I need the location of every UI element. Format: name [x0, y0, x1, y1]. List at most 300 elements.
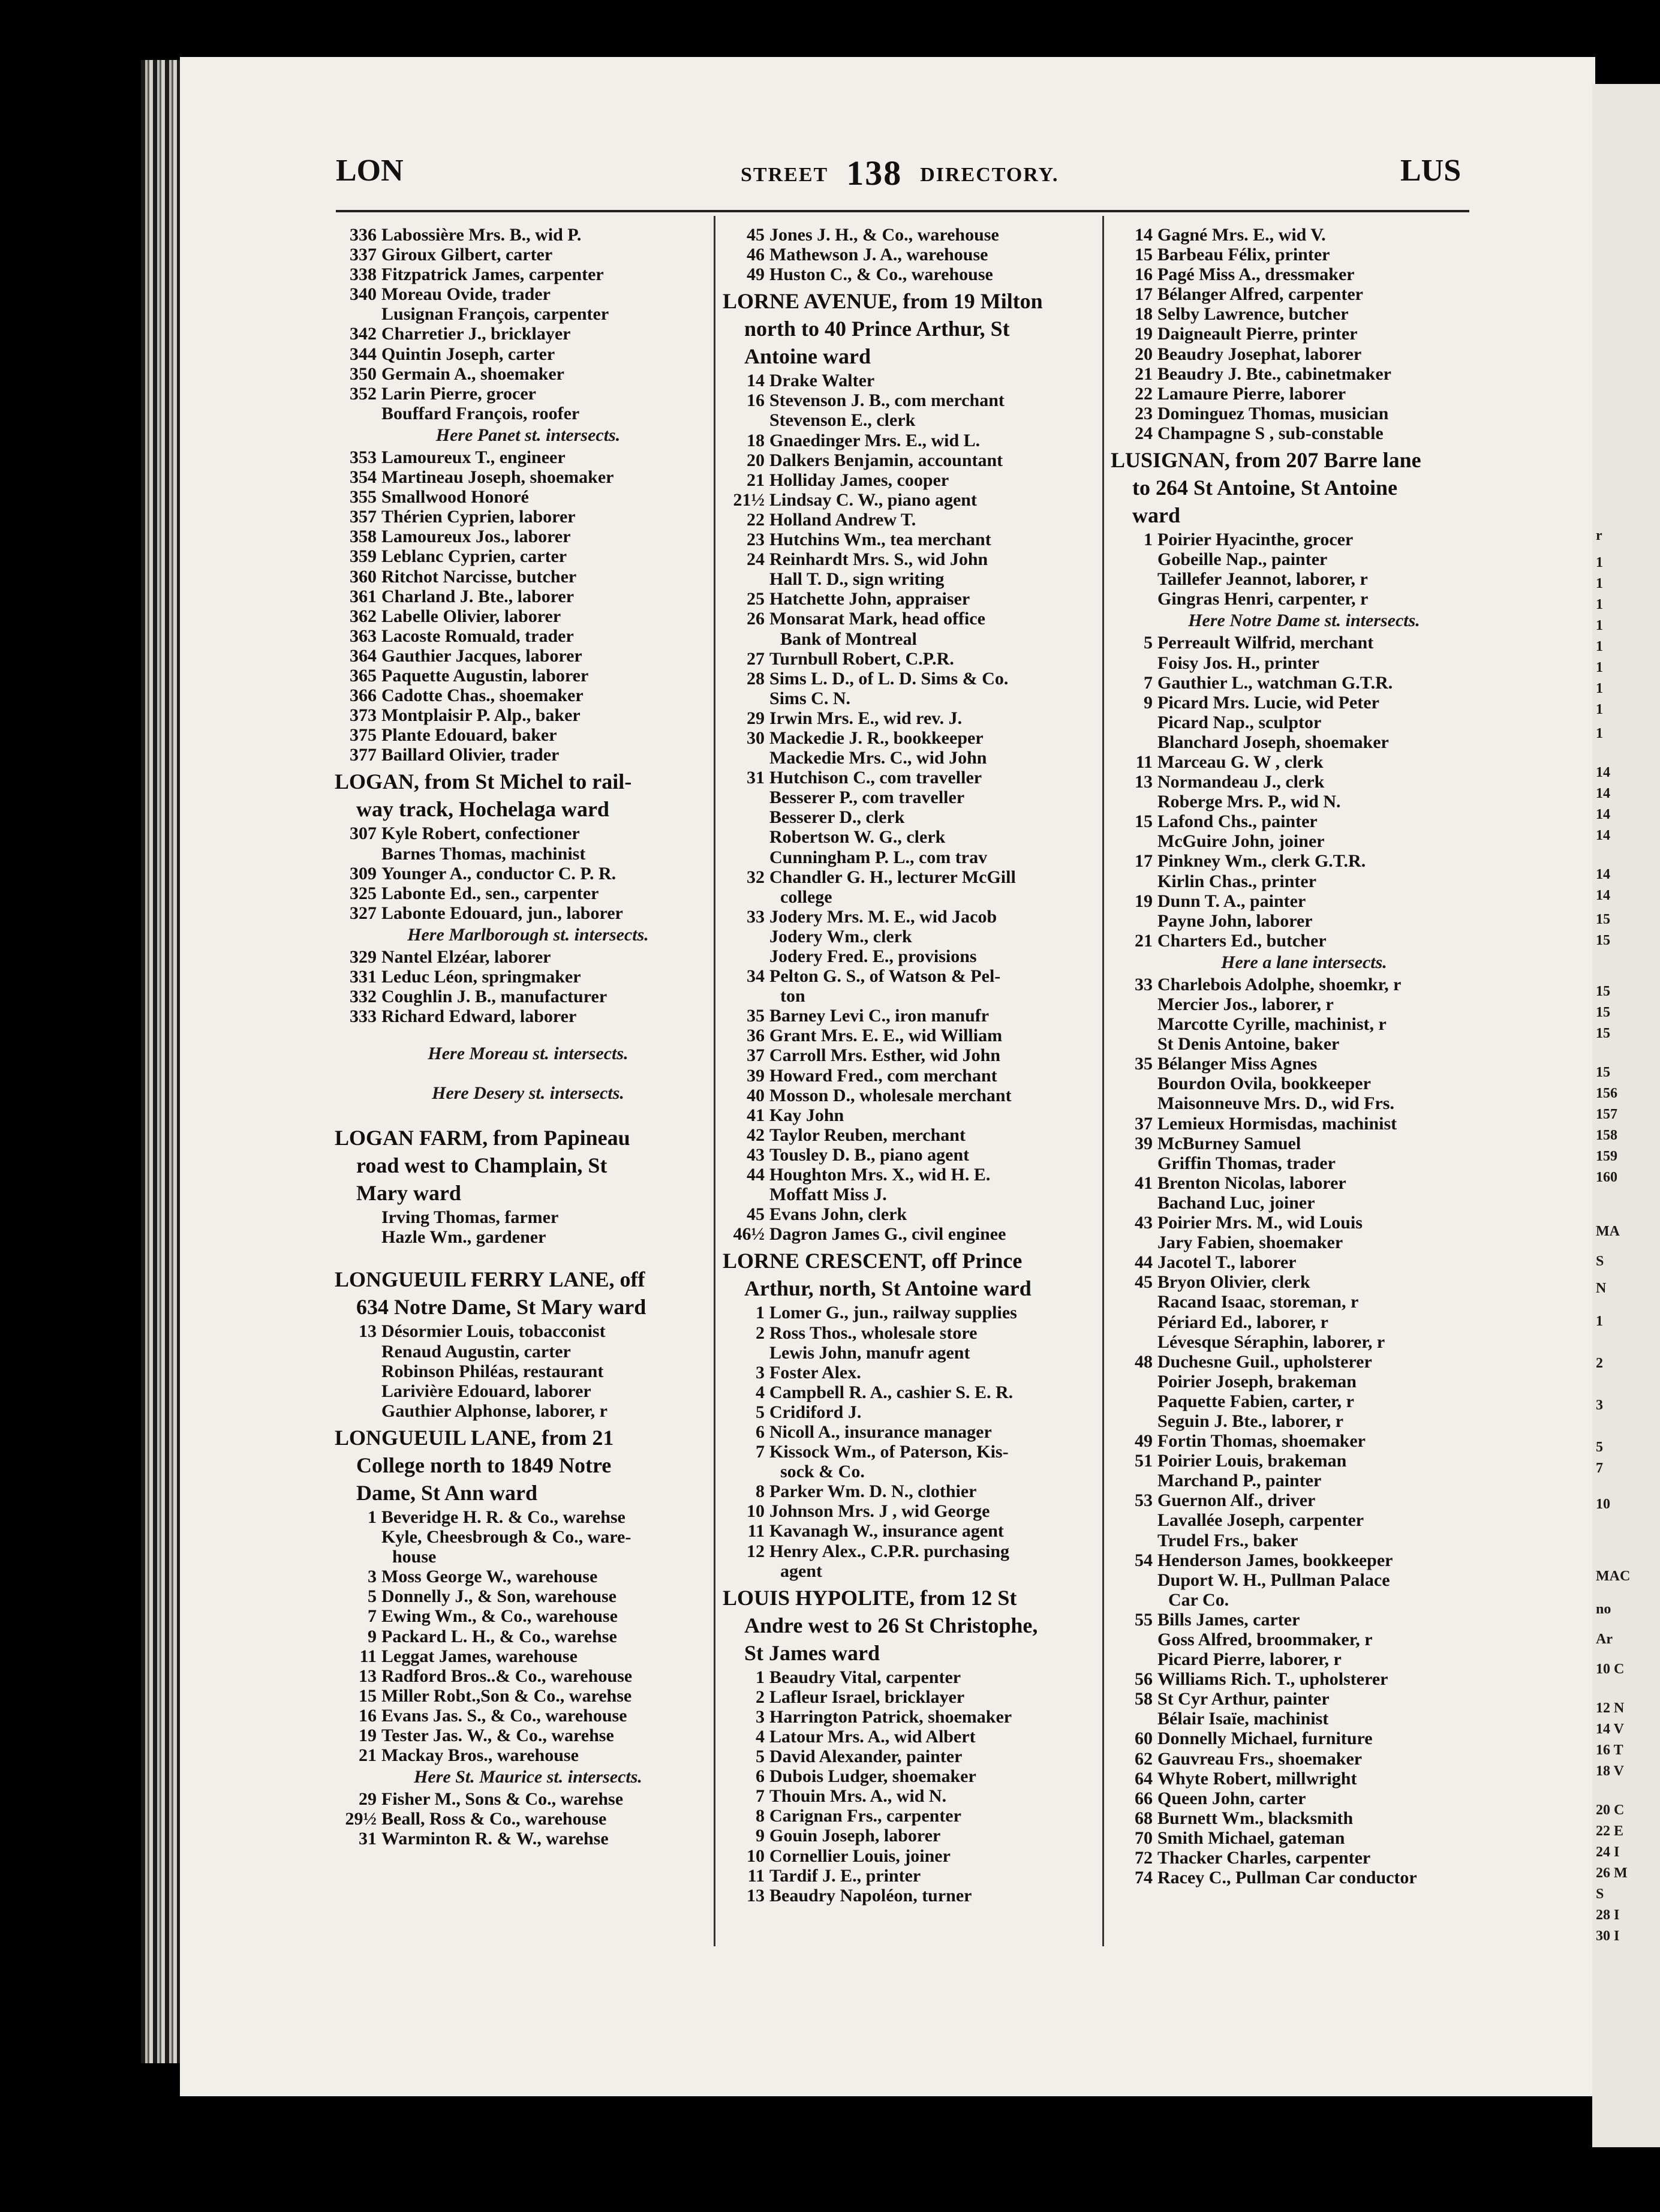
resident-text: Périard Ed., laborer, r [1157, 1312, 1328, 1332]
resident-text: Nantel Elzéar, laborer [381, 946, 551, 967]
resident-text: Barney Levi C., iron manufr [769, 1006, 990, 1026]
directory-entry [335, 265, 721, 284]
house-number: 13 [747, 1885, 765, 1906]
directory-entry [335, 844, 721, 864]
resident-text: Hall T. D., sign writing [769, 569, 945, 590]
house-number: 12 [747, 1541, 765, 1561]
directory-entry [335, 304, 721, 324]
house-number: 342 [350, 324, 377, 344]
directory-entry [1111, 1510, 1497, 1530]
directory-entry [723, 1747, 1109, 1766]
resident-text: Mercier Jos., laborer, r [1157, 994, 1334, 1014]
directory-entry [1111, 404, 1497, 423]
house-number: 11 [359, 1646, 377, 1666]
directory-entry [1111, 931, 1497, 951]
street-heading: College north to 1849 Notre [356, 1453, 612, 1477]
resident-text: Gauthier L., watchman G.T.R. [1157, 672, 1393, 693]
directory-entry [723, 450, 1109, 470]
directory-entry [335, 1527, 721, 1547]
street-heading: ward [1132, 503, 1180, 528]
directory-entry [1111, 1114, 1497, 1134]
house-number: 15 [1135, 812, 1153, 832]
resident-text: Lomer G., jun., railway supplies [769, 1303, 1017, 1323]
facing-page-text: 28 I [1596, 1907, 1620, 1919]
house-number: 37 [747, 1045, 765, 1066]
resident-text: Picard Pierre, laborer, r [1157, 1649, 1342, 1670]
resident-text: David Alexander, painter [769, 1747, 963, 1767]
street-heading: road west to Champlain, St [356, 1153, 608, 1178]
resident-text: Marchand P., painter [1157, 1471, 1322, 1491]
directory-entry [723, 788, 1109, 807]
resident-text: Warminton R. & W., warehse [381, 1829, 609, 1849]
directory-entry [335, 487, 721, 507]
house-number: 23 [747, 530, 765, 550]
facing-page-text: S [1596, 1886, 1604, 1898]
house-number: 23 [1135, 403, 1153, 423]
directory-entry [1111, 1074, 1497, 1093]
directory-entry [1111, 1411, 1497, 1431]
directory-entry [723, 847, 1109, 867]
directory-entry [335, 1362, 721, 1381]
resident-text: Beaudry Josephat, laborer [1157, 344, 1362, 364]
directory-entry [1111, 994, 1497, 1014]
house-number: 66 [1135, 1788, 1153, 1808]
resident-text: Poirier Mrs. M., wid Louis [1157, 1213, 1363, 1233]
resident-text: Plante Edouard, baker [381, 725, 557, 746]
resident-text: Foster Alex. [769, 1362, 861, 1382]
intersection-note: Here Panet st. intersects. [435, 425, 621, 445]
facing-page-text: r [1596, 528, 1602, 540]
directory-entry [335, 1646, 721, 1666]
directory-entry [335, 447, 721, 467]
directory-entry [1111, 851, 1497, 871]
resident-text: Fitzpatrick James, carpenter [381, 265, 604, 285]
directory-entry [335, 527, 721, 546]
directory-entry [335, 1606, 721, 1626]
facing-page-text: 157 [1596, 1107, 1617, 1119]
resident-text: Evans Jas. S., & Co., warehouse [381, 1705, 627, 1726]
directory-entry [1111, 792, 1497, 812]
house-number: 22 [1135, 383, 1153, 404]
directory-entry [1111, 1808, 1497, 1828]
directory-entry [1111, 1193, 1497, 1213]
resident-text: Besserer P., com traveller [769, 788, 965, 808]
house-number: 35 [747, 1006, 765, 1026]
house-number: 56 [1135, 1669, 1153, 1690]
resident-text: Lamoureux Jos., laborer [381, 527, 571, 547]
house-number: 15 [359, 1685, 377, 1706]
resident-text: Parker Wm. D. N., clothier [769, 1481, 977, 1502]
house-number: 9 [756, 1826, 765, 1846]
house-number: 60 [1135, 1729, 1153, 1749]
house-number: 39 [747, 1065, 765, 1086]
house-number: 53 [1135, 1490, 1153, 1511]
directory-entry [723, 1066, 1109, 1086]
house-number: 375 [350, 725, 377, 746]
directory-entry [723, 589, 1109, 609]
resident-text: Turnbull Robert, C.P.R. [769, 648, 954, 669]
facing-page-text: 14 [1596, 765, 1610, 777]
house-number: 41 [747, 1105, 765, 1125]
directory-entry [335, 587, 721, 606]
directory-entry [335, 546, 721, 566]
directory-entry [1111, 284, 1497, 304]
house-number: 32 [747, 867, 765, 887]
facing-page-text: 159 [1596, 1149, 1617, 1161]
directory-entry [723, 410, 1109, 430]
directory-entry [1111, 549, 1497, 569]
resident-text: Bélair Isaïe, machinist [1157, 1709, 1329, 1729]
house-number: 43 [747, 1144, 765, 1165]
house-number: 1 [1144, 530, 1153, 550]
resident-text: Bachand Luc, joiner [1157, 1192, 1315, 1213]
resident-text: Mackedie J. R., bookkeeper [769, 728, 984, 748]
directory-entry [1111, 1789, 1497, 1808]
intersection-note: Here a lane intersects. [1221, 952, 1387, 972]
directory-entry [1111, 1490, 1497, 1510]
facing-page-text: 2 [1596, 1356, 1603, 1368]
header-directory: DIRECTORY. [920, 164, 1059, 186]
directory-entry [1111, 1431, 1497, 1451]
column-1 [335, 225, 721, 1849]
directory-entry [1111, 812, 1497, 831]
resident-text: Richard Edward, laborer [381, 1006, 577, 1027]
facing-page-text: 10 [1596, 1496, 1610, 1508]
directory-entry [1111, 1848, 1497, 1868]
header-title [741, 153, 1059, 193]
directory-entry [335, 344, 721, 364]
resident-text: Harrington Patrick, shoemaker [769, 1706, 1012, 1727]
resident-text: Gingras Henri, carpenter, r [1157, 589, 1369, 609]
house-number: 27 [747, 648, 765, 669]
house-number: 21 [747, 470, 765, 490]
resident-text: Tardif J. E., printer [769, 1865, 921, 1886]
resident-text: Beaudry Vital, carpenter [769, 1667, 961, 1687]
directory-entry [1111, 1054, 1497, 1074]
house-number: 21 [1135, 930, 1153, 951]
resident-text: Kavanagh W., insurance agent [769, 1521, 1004, 1541]
facing-page-text: N [1596, 1281, 1607, 1293]
house-number: 24 [747, 549, 765, 570]
directory-entry [335, 1586, 721, 1606]
resident-text: Hutchison C., com traveller [769, 768, 982, 788]
resident-text: Perreault Wilfrid, merchant [1157, 633, 1374, 653]
directory-entry [1111, 653, 1497, 673]
house-number: 31 [747, 768, 765, 788]
header-left-guide-word: LON [336, 154, 404, 188]
resident-text: Labossière Mrs. B., wid P. [381, 225, 582, 245]
house-number: 21 [359, 1745, 377, 1766]
directory-entry [1111, 384, 1497, 404]
house-number: 327 [350, 903, 377, 923]
house-number: 70 [1135, 1828, 1153, 1848]
directory-entry [1111, 324, 1497, 344]
facing-page-text: 3 [1596, 1397, 1603, 1409]
resident-text: Holland Andrew T. [769, 509, 916, 530]
resident-text: Gnaedinger Mrs. E., wid L. [769, 430, 981, 450]
street-heading: LUSIGNAN, from 207 Barre lane [1111, 448, 1421, 473]
house-number: 5 [756, 1747, 765, 1767]
directory-entry [1111, 569, 1497, 589]
directory-entry [723, 927, 1109, 946]
house-number: 11 [1135, 752, 1153, 772]
directory-entry [1111, 975, 1497, 994]
directory-entry [1111, 1272, 1497, 1292]
resident-text: Paquette Fabien, carter, r [1157, 1391, 1354, 1411]
resident-text: Stevenson J. B., com merchant [769, 390, 1005, 411]
directory-entry [1111, 673, 1497, 693]
resident-text: Carignan Frs., carpenter [769, 1806, 961, 1826]
resident-text: Champagne S , sub-constable [1157, 423, 1384, 443]
house-number: 18 [747, 430, 765, 450]
house-number: 1 [756, 1303, 765, 1323]
directory-entry [723, 1125, 1109, 1145]
directory-entry [1111, 1729, 1497, 1748]
resident-text: Griffin Thomas, trader [1157, 1153, 1336, 1173]
directory-entry [335, 1726, 721, 1745]
directory-entry [723, 1806, 1109, 1826]
directory-entry [335, 1401, 721, 1421]
house-number: 325 [350, 883, 377, 903]
resident-text: Selby Lawrence, butcher [1157, 304, 1349, 324]
house-number: 46 [747, 245, 765, 265]
resident-text: Sims L. D., of L. D. Sims & Co. [769, 668, 1009, 689]
directory-entry [723, 1561, 1109, 1581]
resident-text: Bank of Montreal [780, 629, 917, 649]
house-number: 13 [359, 1321, 377, 1342]
resident-text: Pelton G. S., of Watson & Pel- [769, 966, 1001, 987]
house-number: 332 [350, 987, 377, 1007]
directory-entry [723, 490, 1109, 510]
directory-entry [723, 569, 1109, 589]
directory-entry [723, 689, 1109, 708]
facing-page-fragment [1592, 84, 1660, 2147]
house-number: 14 [747, 371, 765, 391]
street-heading: LOUIS HYPOLITE, from 12 St [723, 1585, 1017, 1610]
resident-text: Coughlin J. B., manufacturer [381, 987, 608, 1007]
intersection-note: Here Moreau st. intersects. [428, 1044, 628, 1064]
directory-entry [1111, 1312, 1497, 1332]
resident-text: Larivière Edouard, laborer [381, 1381, 591, 1401]
resident-text: Henderson James, bookkeeper [1157, 1550, 1393, 1570]
column-2 [723, 225, 1109, 1906]
directory-entry [723, 1343, 1109, 1363]
resident-text: McGuire John, joiner [1157, 831, 1325, 852]
resident-text: Maisonneuve Mrs. D., wid Frs. [1157, 1093, 1394, 1114]
resident-text: Charlebois Adolphe, shoemkr, r [1157, 974, 1402, 994]
facing-page-text: 15 [1596, 1065, 1610, 1077]
resident-text: sock & Co. [780, 1462, 865, 1482]
house-number: 55 [1135, 1609, 1153, 1630]
resident-text: Lindsay C. W., piano agent [769, 489, 977, 510]
resident-text: house [392, 1547, 437, 1567]
directory-entry [723, 510, 1109, 530]
directory-entry [1111, 713, 1497, 732]
house-number: 2 [756, 1687, 765, 1707]
resident-text: Labonte Edouard, jun., laborer [381, 903, 623, 923]
directory-entry [723, 1026, 1109, 1045]
resident-text: Irving Thomas, farmer [381, 1207, 559, 1228]
facing-page-text: 15 [1596, 912, 1610, 924]
house-number: 17 [1135, 284, 1153, 305]
directory-entry [723, 1086, 1109, 1105]
directory-entry [335, 725, 721, 745]
facing-page-text: 1 [1596, 1314, 1603, 1326]
directory-entry [723, 1323, 1109, 1343]
house-number: 337 [350, 245, 377, 265]
house-number: 44 [1135, 1252, 1153, 1273]
resident-text: Monsarat Mark, head office [769, 609, 985, 629]
resident-text: Fortin Thomas, shoemaker [1157, 1431, 1366, 1451]
resident-text: Lévesque Séraphin, laborer, r [1157, 1332, 1385, 1352]
directory-entry [723, 768, 1109, 788]
directory-entry [723, 649, 1109, 669]
resident-text: Carroll Mrs. Esther, wid John [769, 1045, 1001, 1066]
resident-text: Latour Mrs. A., wid Albert [769, 1727, 976, 1747]
directory-entry [335, 1227, 721, 1247]
resident-text: Tester Jas. W., & Co., warehse [381, 1725, 614, 1745]
house-number: 33 [747, 906, 765, 927]
spacer [335, 1247, 721, 1263]
street-heading: way track, Hochelaga ward [356, 797, 609, 822]
resident-text: Robertson W. G., clerk [769, 827, 946, 847]
house-number: 41 [1135, 1173, 1153, 1193]
resident-text: Gauthier Alphonse, laborer, r [381, 1400, 608, 1421]
house-number: 7 [368, 1606, 377, 1627]
resident-text: Thouin Mrs. A., wid N. [769, 1786, 947, 1807]
directory-entry [723, 431, 1109, 450]
directory-entry [1111, 1590, 1497, 1610]
house-number: 10 [747, 1846, 765, 1866]
facing-page-text: no [1596, 1601, 1611, 1613]
directory-entry [723, 1165, 1109, 1185]
directory-entry [723, 1727, 1109, 1747]
resident-text: Grant Mrs. E. E., wid William [769, 1026, 1003, 1046]
facing-page-text: 14 [1596, 807, 1610, 819]
house-number: 19 [359, 1725, 377, 1745]
resident-text: Dunn T. A., painter [1157, 891, 1306, 911]
directory-entry [723, 609, 1109, 629]
directory-entry [723, 1422, 1109, 1442]
resident-text: Marcotte Cyrille, machinist, r [1157, 1014, 1387, 1035]
directory-entry [1111, 1610, 1497, 1630]
house-number: 36 [747, 1026, 765, 1046]
directory-entry [723, 245, 1109, 265]
street-heading: Andre west to 26 St Christophe, [744, 1613, 1038, 1637]
resident-text: Jodery Mrs. M. E., wid Jacob [769, 906, 997, 927]
directory-entry [335, 1207, 721, 1227]
house-number: 352 [350, 383, 377, 404]
directory-entry [335, 245, 721, 265]
directory-entry [335, 1567, 721, 1586]
resident-text: Gobeille Nap., painter [1157, 549, 1328, 570]
house-number: 5 [756, 1402, 765, 1422]
resident-text: Seguin J. Bte., laborer, r [1157, 1411, 1344, 1431]
house-number: 40 [747, 1085, 765, 1105]
directory-entry [1111, 752, 1497, 772]
directory-entry [723, 1687, 1109, 1707]
directory-entry [335, 705, 721, 725]
directory-entry [723, 1462, 1109, 1481]
directory-entry [1111, 1352, 1497, 1372]
house-number: 362 [350, 606, 377, 626]
resident-text: Bourdon Ovila, bookkeeper [1157, 1074, 1371, 1094]
resident-text: Robinson Philéas, restaurant [381, 1361, 604, 1381]
directory-entry [723, 966, 1109, 986]
directory-entry [1111, 1451, 1497, 1471]
house-number: 355 [350, 487, 377, 507]
resident-text: Bouffard François, roofer [381, 403, 580, 423]
spacer [335, 1026, 721, 1042]
resident-text: Fisher M., Sons & Co., warehse [381, 1789, 624, 1810]
house-number: 24 [1135, 423, 1153, 443]
street-heading: to 264 St Antoine, St Antoine [1132, 476, 1398, 500]
directory-entry [1111, 1332, 1497, 1352]
directory-entry [723, 1886, 1109, 1906]
house-number: 4 [756, 1727, 765, 1747]
house-number: 19 [1135, 891, 1153, 911]
directory-entry [335, 404, 721, 423]
directory-entry [723, 887, 1109, 907]
directory-entry [335, 507, 721, 527]
house-number: 29½ [345, 1809, 377, 1829]
resident-text: Nicoll A., insurance manager [769, 1421, 992, 1442]
house-number: 8 [756, 1481, 765, 1502]
resident-text: Younger A., conductor C. P. R. [381, 863, 617, 883]
facing-page-text: 16 T [1596, 1742, 1623, 1754]
house-number: 49 [747, 265, 765, 285]
facing-page-text: 15 [1596, 984, 1610, 996]
resident-text: Mathewson J. A., warehouse [769, 245, 988, 265]
house-number: 338 [350, 265, 377, 285]
directory-entry [1111, 1292, 1497, 1312]
resident-text: Taillefer Jeannot, laborer, r [1157, 569, 1368, 590]
directory-entry [723, 748, 1109, 768]
directory-entry [1111, 1709, 1497, 1729]
directory-entry [1111, 1828, 1497, 1848]
facing-page-text: 1 [1596, 555, 1603, 567]
resident-text: Racand Isaac, storeman, r [1157, 1292, 1359, 1312]
resident-text: Désormier Louis, tobacconist [381, 1321, 606, 1342]
resident-text: Dominguez Thomas, musician [1157, 403, 1389, 423]
house-number: 307 [350, 824, 377, 844]
resident-text: Gagné Mrs. E., wid V. [1157, 225, 1326, 245]
resident-text: Evans John, clerk [769, 1204, 907, 1225]
house-number: 366 [350, 686, 377, 706]
house-number: 49 [1135, 1431, 1153, 1451]
directory-entry [335, 903, 721, 923]
resident-text: Poirier Hyacinthe, grocer [1157, 530, 1354, 550]
directory-entry [335, 1627, 721, 1646]
house-number: 1 [368, 1507, 377, 1527]
facing-page-text: 18 V [1596, 1763, 1624, 1775]
directory-entry [335, 284, 721, 304]
directory-entry [723, 1667, 1109, 1687]
house-number: 22 [747, 509, 765, 530]
directory-entry [723, 1846, 1109, 1866]
resident-text: Charland J. Bte., laborer [381, 586, 575, 606]
house-number: 37 [1135, 1113, 1153, 1134]
resident-text: Hazle Wm., gardener [381, 1227, 546, 1248]
house-number: 13 [1135, 772, 1153, 792]
house-number: 15 [1135, 245, 1153, 265]
facing-page-text: 30 I [1596, 1928, 1620, 1940]
house-number: 331 [350, 967, 377, 987]
directory-entry [723, 549, 1109, 569]
resident-text: Moss George W., warehouse [381, 1567, 598, 1587]
intersection-note: Here Marlborough st. intersects. [407, 924, 649, 945]
resident-text: Martineau Joseph, shoemaker [381, 467, 614, 488]
